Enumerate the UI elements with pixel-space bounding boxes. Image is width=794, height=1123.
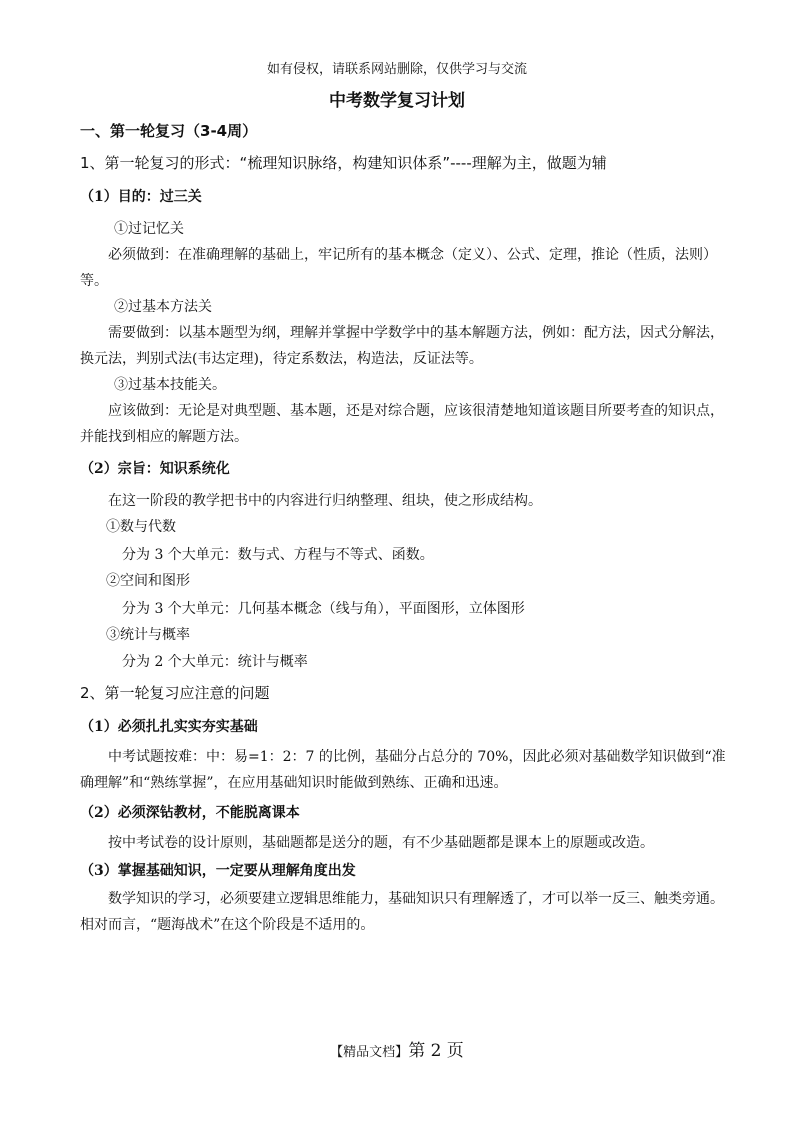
- purpose-item-text: 分为 3 个大单元：数与式、方程与不等式、函数。: [122, 547, 434, 563]
- issue-title: （3）掌握基础知识，一定要从理解角度出发: [80, 863, 356, 879]
- issue-text-body: 中考试题按难：中：易=1：2：7 的比例，基础分占总分的 70%，因此必须对基础数学知识做到“准确理解”和“熟练掌握”，在应用基础知识时能做到熟练、正确和迅速。: [80, 749, 726, 791]
- goal-item-text-body: 应该做到：无论是对典型题、基本题，还是对综合题，应该很清楚地知道该题目所要考查的知识点，并能找到相应的解题方法。: [80, 403, 724, 445]
- issue-title: （1）必须扎扎实实夯实基础: [80, 719, 258, 735]
- purpose-heading: （2）宗旨：知识系统化: [80, 461, 230, 477]
- issue-text: 按中考试卷的设计原则，基础题都是送分的题，有不少基础题都是课本上的原题或改造。: [108, 835, 654, 851]
- goal-item-title: ①过记忆关: [114, 221, 184, 237]
- goal-item-text-body: 必须做到：在准确理解的基础上，牢记所有的基本概念（定义）、公式、定理，推论（性质，法则）等。: [80, 247, 717, 289]
- issue-text-body: 数学知识的学习，必须要建立逻辑思维能力，基础知识只有理解透了，才可以举一反三、触类旁通。相对而言，“题海战术”在这个阶段是不适用的。: [80, 891, 724, 933]
- purpose-item-title: ①数与代数: [106, 519, 176, 535]
- purpose-intro: 在这一阶段的教学把书中的内容进行归纳整理、组块，使之形成结构。: [108, 493, 542, 509]
- issue-title: （2）必须深钻教材，不能脱离课本: [80, 805, 300, 821]
- purpose-item-text: 分为 3 个大单元：几何基本概念（线与角），平面图形，立体图形: [122, 601, 525, 617]
- goal-item-text: [80, 398, 730, 450]
- page-footer: [0, 1036, 794, 1061]
- part2-heading: 2、第一轮复习应注意的问题: [80, 684, 270, 702]
- goal-item-text: [80, 320, 730, 372]
- goal-item-text-body: 需要做到：以基本题型为纲，理解并掌握中学数学中的基本解题方法，例如：配方法，因式分解法，换元法，判别式法(韦达定理)，待定系数法，构造法，反证法等。: [80, 325, 724, 367]
- goal-item-title: ③过基本技能关。: [114, 377, 226, 393]
- goal-heading: （1）目的：过三关: [80, 189, 202, 205]
- issue-text: [80, 886, 730, 938]
- purpose-item-title: ②空间和图形: [106, 573, 190, 589]
- page-number: 第 2 页: [408, 1041, 464, 1061]
- goal-item-title: ②过基本方法关: [114, 299, 212, 315]
- goal-item-text: [80, 242, 730, 294]
- section-heading: 一、第一轮复习（3-4周）: [80, 122, 258, 140]
- purpose-item-title: ③统计与概率: [106, 627, 190, 643]
- part1-heading: 1、第一轮复习的形式：“梳理知识脉络，构建知识体系”----理解为主，做题为辅: [80, 154, 607, 172]
- issue-text: [80, 744, 730, 796]
- header-notice: 如有侵权，请联系网站删除，仅供学习与交流: [266, 62, 527, 77]
- purpose-item-text: 分为 2 个大单元：统计与概率: [122, 654, 308, 670]
- page-title: 中考数学复习计划: [329, 91, 465, 111]
- footer-tag: 【精品文档】: [330, 1045, 409, 1060]
